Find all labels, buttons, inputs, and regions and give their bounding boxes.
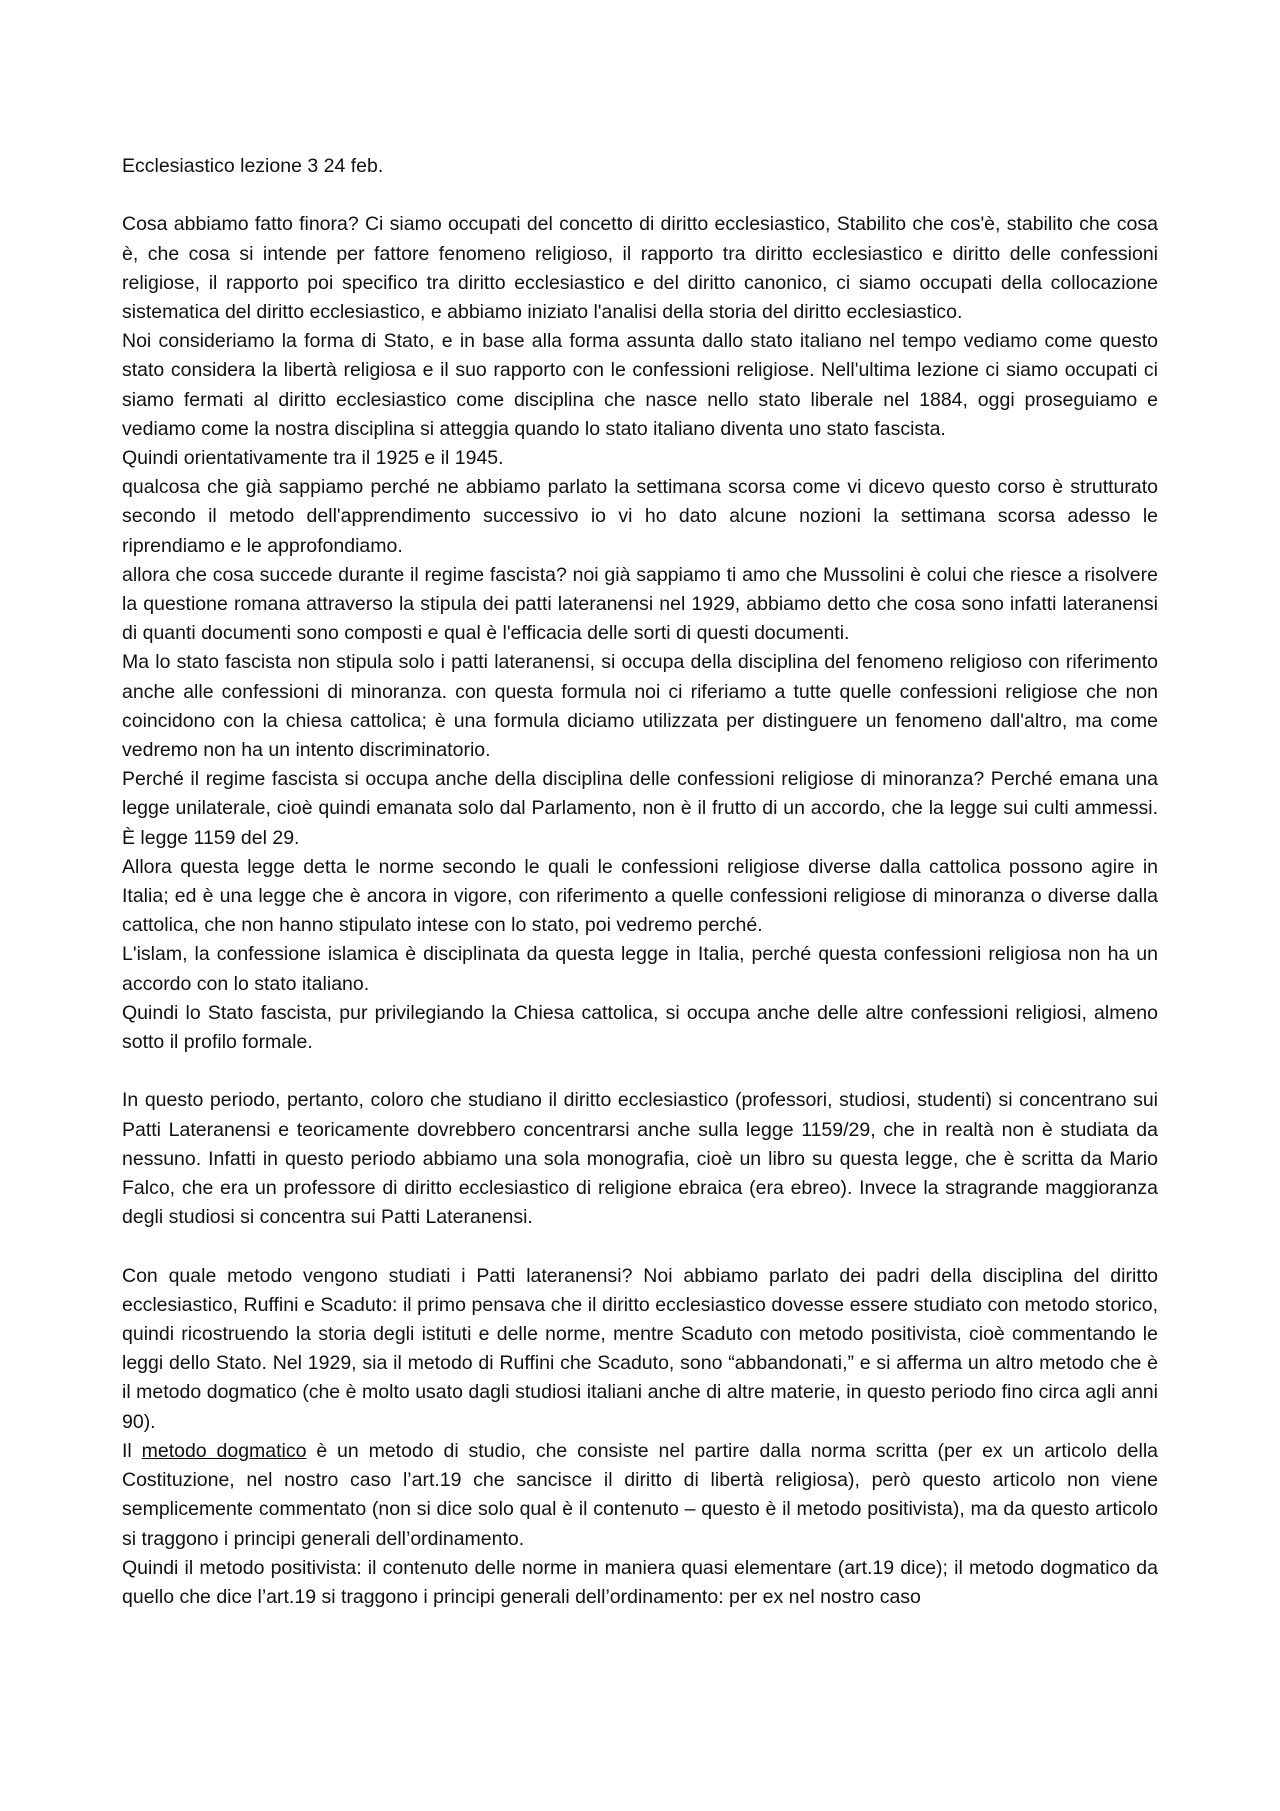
paragraph-recap: Cosa abbiamo fatto finora? Ci siamo occupati del concetto di diritto ecclesiastico, Stabilito che cos'è, stabilito che cosa è, che cosa si intende per fattore fenomeno religioso, il rapporto tra diritto ecclesiastico e diritto delle confessioni religiose, il rapporto poi specifico tra diritto ecclesiastico e del diritto canonico, ci siamo occupati della collocazione sistematica del diritto ecclesiastico, e abbiamo iniziato l'analisi della storia del diritto ecclesiastico. [122, 213, 1158, 323]
paragraph-metodo-dogmatico [122, 1437, 1158, 1554]
paragraph-gap [122, 1232, 1158, 1261]
paragraph-metodo-studio: Con quale metodo vengono studiati i Patti lateranensi? Noi abbiamo parlato dei padri della disciplina del diritto ecclesiastico, Ruffini e Scaduto: il primo pensava che il diritto ecclesiastico dovesse essere studiato con metodo storico, quindi ricostruendo la storia degli istituti e delle norme, mentre Scaduto con metodo positivista, cioè commentando le leggi dello Stato. Nel 1929, sia il metodo di Ruffini che Scaduto, sono “abbandonati,” e si afferma un altro metodo che è il metodo dogmatico (che è molto usato dagli studiosi italiani anche di altre materie, in questo periodo fino circa agli anni 90). [122, 1264, 1158, 1433]
paragraph-positivista: Quindi il metodo positivista: il contenuto delle norme in maniera quasi elementare (art.19 dice); il metodo dogmatico da quello che dice l’art.19 si traggono i principi generali dell’ordinamento: per ex nel nostro caso [122, 1556, 1158, 1608]
document-title: Ecclesiastico lezione 3 24 feb. [122, 155, 384, 177]
paragraph-studiosi: In questo periodo, pertanto, coloro che studiano il diritto ecclesiastico (professori, studiosi, studenti) si concentrano sui Patti Lateranensi e teoricamente dovrebbero concentrarsi anche sulla legge 1159/29, che in realtà non è studiata da nessuno. Infatti in questo periodo abbiamo una sola monografia, cioè un libro su questa legge, che è scritta da Mario Falco, che era un professore di diritto ecclesiastico di religione ebraica (era ebreo). Invece la stragrande maggioranza degli studiosi si concentra sui Patti Lateranensi. [122, 1089, 1158, 1229]
dogmatic-underlined-term: metodo dogmatico [141, 1439, 307, 1462]
paragraph-norme-legge: Allora questa legge detta le norme secondo le quali le confessioni religiose diverse dalla cattolica possono agire in Italia; ed è una legge che è ancora in vigore, con riferimento a quelle confessioni religiose di minoranza o diverse dalla cattolica, che non hanno stipulato intese con lo stato, poi vedremo perché. [122, 855, 1158, 937]
paragraph-gap [122, 181, 1158, 210]
paragraph-confessioni-minoranza: Ma lo stato fascista non stipula solo i patti lateranensi, si occupa della disciplina del fenomeno religioso con riferimento anche alle confessioni di minoranza. con questa formula noi ci riferiamo a tutte quelle confessioni religiose che non coincidono con la chiesa cattolica; è una formula diciamo utilizzata per distinguere un fenomeno dall'altro, ma come vedremo non ha un intento discriminatorio. [122, 651, 1158, 762]
paragraph-stato-fascista: Quindi lo Stato fascista, pur privilegiando la Chiesa cattolica, si occupa anche delle altre confessioni religiosi, almeno sotto il profilo formale. [122, 1001, 1158, 1054]
paragraph-forma-stato: Noi consideriamo la forma di Stato, e in base alla forma assunta dallo stato italiano nel tempo vediamo come questo stato considera la libertà religiosa e il suo rapporto con le confessioni religiose. Nell'ultima lezione ci siamo occupati ci siamo fermati al diritto ecclesiastico come disciplina che nasce nello stato liberale nel 1884, oggi proseguiamo e vediamo come la nostra disciplina si atteggia quando lo stato italiano diventa uno stato fascista. [122, 330, 1158, 440]
paragraph-metodo-corso: qualcosa che già sappiamo perché ne abbiamo parlato la settimana scorsa come vi dicevo questo corso è strutturato secondo il metodo dell'apprendimento successivo io vi ho dato alcune nozioni la settimana scorsa adesso le riprendiamo e le approfondiamo. [122, 476, 1158, 557]
document-page [122, 152, 1158, 1612]
dogmatic-prefix: Il [122, 1439, 142, 1462]
dogmatic-rest: è un metodo di studio, che consiste nel partire dalla norma scritta (per ex un articolo della Costituzione, nel nostro caso l’art.19 che sancisce il diritto di libertà religiosa), però questo articolo non viene semplicemente commentato (non si dice solo qual è il contenuto – questo è il metodo positivista), ma da questo articolo si traggono i principi generali dell’ordinamento. [122, 1439, 1158, 1550]
paragraph-legge-culti: Perché il regime fascista si occupa anche della disciplina delle confessioni religiose di minoranza? Perché emana una legge unilaterale, cioè quindi emanata solo dal Parlamento, non è il frutto di un accordo, che la legge sui culti ammessi. È legge 1159 del 29. [122, 768, 1158, 849]
paragraph-regime-fascista: allora che cosa succede durante il regime fascista? noi già sappiamo ti amo che Mussolini è colui che riesce a risolvere la questione romana attraverso la stipula dei patti lateranensi nel 1929, abbiamo detto che cosa sono infatti lateranensi di quanti documenti sono composti e qual è l'efficacia delle sorti di questi documenti. [122, 563, 1158, 645]
paragraph-periodo: Quindi orientativamente tra il 1925 e il 1945. [122, 447, 504, 470]
paragraph-gap [122, 1057, 1158, 1086]
paragraph-islam: L'islam, la confessione islamica è disciplinata da questa legge in Italia, perché questa confessioni religiosa non ha un accordo con lo stato italiano. [122, 943, 1158, 995]
